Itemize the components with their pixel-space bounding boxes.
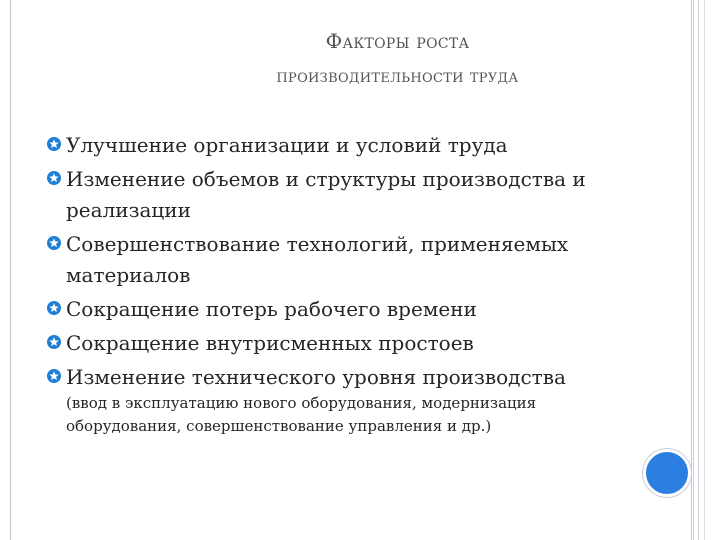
bullet-text: Сокращение потерь рабочего времени [66, 297, 477, 321]
slide-title [0, 26, 720, 92]
bullet-item [47, 164, 647, 226]
bullet-text: Изменение технического уровня производства [66, 365, 566, 389]
star-bullet-icon [47, 335, 61, 349]
bullet-text: Улучшение организации и условий труда [66, 133, 508, 157]
bullet-item [47, 130, 647, 161]
star-bullet-icon [47, 236, 61, 250]
note-text: (ввод в эксплуатацию нового оборудования, модернизация оборудования, совершенствование управления и др.) [66, 394, 537, 435]
bullet-item [47, 328, 647, 359]
circle-decoration [643, 449, 691, 497]
bullet-item [47, 229, 647, 291]
bullet-list [47, 130, 647, 396]
title-line-2: производительности труда [276, 66, 519, 87]
bullet-item [47, 294, 647, 325]
star-bullet-icon [47, 171, 61, 185]
star-bullet-icon [47, 369, 61, 383]
bullet-text: Изменение объемов и структуры производства и реализации [66, 167, 586, 222]
title-line-1: Факторы роста [325, 29, 470, 53]
bullet-text: Сокращение внутрисменных простоев [66, 331, 474, 355]
bullet-item [47, 362, 647, 393]
star-bullet-icon [47, 301, 61, 315]
star-bullet-icon [47, 137, 61, 151]
bullet-text: Совершенствование технологий, применяемых материалов [66, 232, 569, 287]
